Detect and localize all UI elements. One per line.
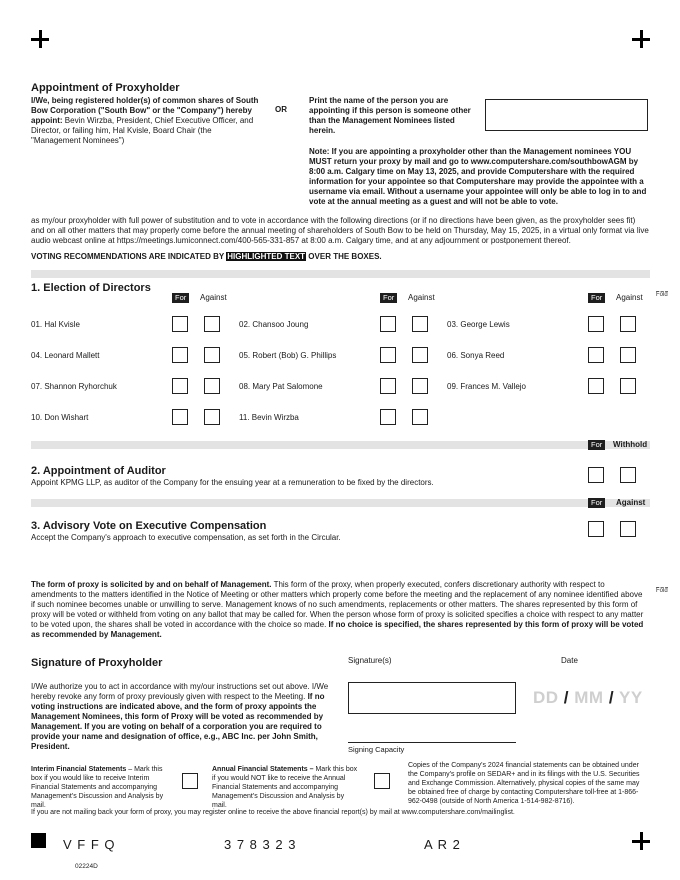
copies-text: Copies of the Company's 2024 financial statements can be obtained under the Company's profile on SEDAR+ and in its filings with the U.S. Securities and Exchange Commission. Alternatively, physical copies of the same may be obtained free of charge by contacting Computershare toll-free at 1-866-962-0498 (outside of North America 1-514-982-8716). (408, 762, 640, 805)
signature-text-bold: If no voting instructions are indicated above, and the form of proxy appoints the Management Nominees, this form of Proxy will be voted as recommended by Management. If you are voting on behalf of a corporation you are required to provide your name and designation of office, e.g., ABC Inc. per John Smith, President. (31, 692, 325, 751)
nominee-07-against-checkbox[interactable] (204, 378, 220, 394)
nominee-06-for-checkbox[interactable] (588, 347, 604, 363)
auditor-for-checkbox[interactable] (588, 467, 604, 483)
appointment-intro-normal: Bevin Wirzba, President, Chief Executive Officer, and Director, or failing him, Hal Kvisle, Board Chair (the "Management Nominees") (31, 116, 254, 145)
nominee-11-against-checkbox[interactable] (412, 409, 428, 425)
nominee-10-against-checkbox[interactable] (204, 409, 220, 425)
section-band (31, 499, 650, 507)
nominee-09-against-checkbox[interactable] (620, 378, 636, 394)
section-band (31, 270, 650, 278)
voting-rec-after: OVER THE BOXES. (308, 252, 382, 261)
annual-bold: Annual Financial Statements – (212, 766, 314, 773)
annual-statements-text (212, 765, 360, 810)
date-input[interactable] (533, 688, 643, 708)
nominee-03-for-checkbox[interactable] (588, 316, 604, 332)
nominee-07: 07. Shannon Ryhorchuk (31, 382, 117, 391)
interim-statements-text (31, 765, 169, 810)
director-col1-against: Against (200, 293, 227, 302)
nominee-06-against-checkbox[interactable] (620, 347, 636, 363)
auditor-desc: Appoint KPMG LLP, as auditor of the Company for the ensuing year at a remuneration to be fixed by the directors. (31, 478, 434, 487)
interim-bold: Interim Financial Statements (31, 766, 127, 773)
fold-mark: Fold (656, 292, 668, 298)
voting-recommendations (31, 252, 382, 261)
registration-mark-top-left (31, 30, 49, 48)
nominee-03: 03. George Lewis (447, 320, 510, 329)
signature-text-normal: I/We authorize you to act in accordance with my/our instructions set out above. I/We hereby revoke any form of proxy previously given with respect to the Meeting. (31, 682, 329, 701)
voting-rec-before: VOTING RECOMMENDATIONS ARE INDICATED BY (31, 252, 225, 261)
online-register-text: If you are not mailing back your form of proxy, you may register online to receive the above financial report(s) by mail at www.computershare.com/mailinglist. (31, 809, 515, 816)
nominee-01-against-checkbox[interactable] (204, 316, 220, 332)
director-col3-for: For (588, 293, 605, 303)
nominee-09: 09. Frances M. Vallejo (447, 382, 526, 391)
proxyholder-name-input[interactable] (485, 99, 648, 131)
nominee-08-for-checkbox[interactable] (380, 378, 396, 394)
print-instruction: Print the name of the person you are appointing if this person is someone other than the Management Nominees listed herein. (309, 96, 471, 135)
proxy-text: as my/our proxyholder with full power of substitution and to vote in accordance with the following directions (or if no directions have been given, as the proxyholder sees fit) and on all other matters that may properly come before the annual meeting of shareholders of South Bow to be held on Thursday, May 15, 2025, in a virtual only format via live audio webcast online at https://meetings.lumiconnect.com/400-565-331-857 at 8:00 a.m. Calgary time, and at any adjournment or postponement thereof. (31, 216, 649, 245)
nominee-06: 06. Sonya Reed (447, 351, 505, 360)
advisory-for-header: For (588, 498, 605, 508)
date-slash: / (563, 688, 570, 707)
advisory-against-header: Against (616, 498, 646, 507)
solicitation-text (31, 580, 648, 640)
nominee-11-for-checkbox[interactable] (380, 409, 396, 425)
registration-mark-top-right (632, 30, 650, 48)
advisory-title: 3. Advisory Vote on Executive Compensation (31, 520, 267, 532)
directors-title: 1. Election of Directors (31, 282, 151, 294)
auditor-title: 2. Appointment of Auditor (31, 465, 166, 477)
director-col2-against: Against (408, 293, 435, 302)
nominee-05-against-checkbox[interactable] (412, 347, 428, 363)
appointment-intro-bold: I/We, being registered holder(s) of common shares of South Bow Corporation ("South Bow" or the "Company") hereby appoint: (31, 96, 259, 125)
registration-mark-bottom-right (632, 832, 650, 850)
advisory-for-checkbox[interactable] (588, 521, 604, 537)
nominee-11: 11. Bevin Wirzba (239, 413, 299, 422)
nominee-05: 05. Robert (Bob) G. Phillips (239, 351, 337, 360)
director-col1-for: For (172, 293, 189, 303)
fold-mark: Fold (656, 588, 668, 594)
date-slash: / (608, 688, 615, 707)
signature-title: Signature of Proxyholder (31, 657, 163, 669)
solicitation-bold-start: The form of proxy is solicited by and on behalf of Management. (31, 580, 272, 589)
footer-code-1: V F F Q (63, 837, 116, 852)
auditor-withhold-checkbox[interactable] (620, 467, 636, 483)
appointment-intro (31, 96, 263, 146)
voting-rec-highlight: HIGHLIGHTED TEXT (227, 252, 306, 261)
nominee-04: 04. Leonard Mallett (31, 351, 100, 360)
nominee-07-for-checkbox[interactable] (172, 378, 188, 394)
auditor-for-header: For (588, 440, 605, 450)
nominee-10: 10. Don Wishart (31, 413, 89, 422)
annual-statements-checkbox[interactable] (374, 773, 390, 789)
date-yy: YY (618, 688, 643, 707)
signing-capacity-label: Signing Capacity (348, 745, 405, 754)
nominee-02-against-checkbox[interactable] (412, 316, 428, 332)
nominee-02: 02. Chansoo Joung (239, 320, 309, 329)
interim-normal: – Mark this box if you would like to receive Interim Financial Statements and accompanying Management's Discussion and Analysis by mail. (31, 766, 164, 809)
director-col3-against: Against (616, 293, 643, 302)
or-label: OR (275, 105, 287, 114)
nominee-01: 01. Hal Kvisle (31, 320, 80, 329)
director-col2-for: For (380, 293, 397, 303)
form-code: 02224D (75, 863, 98, 870)
registration-square (31, 833, 46, 848)
date-mm: MM (574, 688, 604, 707)
nominee-04-against-checkbox[interactable] (204, 347, 220, 363)
nominee-05-for-checkbox[interactable] (380, 347, 396, 363)
appointment-note: Note: If you are appointing a proxyholder other than the Management nominees YOU MUST return your proxy by mail and go to www.computershare.com/southbowAGM by 8:00 a.m. Calgary time on May 13, 2025, and provide Computershare with the required information for your appointee so that Computershare may provide the appointee with a username via email. Without a username your appointee will only be able to log in to and vote at the annual meeting as a guest and will not be able to vote. (309, 147, 647, 206)
footer-code-2: 3 7 8 3 2 3 (224, 837, 297, 852)
date-dd: DD (533, 688, 559, 707)
signature-text (31, 682, 333, 752)
nominee-10-for-checkbox[interactable] (172, 409, 188, 425)
annual-normal: Mark this box if you would NOT like to receive the Annual Financial Statements and accompanying Management's Discussion and Analysis by mail. (212, 766, 358, 809)
nominee-01-for-checkbox[interactable] (172, 316, 188, 332)
date-label: Date (561, 656, 578, 665)
signature-input[interactable] (348, 682, 516, 714)
nominee-04-for-checkbox[interactable] (172, 347, 188, 363)
advisory-against-checkbox[interactable] (620, 521, 636, 537)
nominee-08-against-checkbox[interactable] (412, 378, 428, 394)
nominee-03-against-checkbox[interactable] (620, 316, 636, 332)
solicitation-bold-end: If no choice is specified, the shares represented by this form of proxy will be voted as recommended by Management. (31, 620, 644, 639)
appointment-title: Appointment of Proxyholder (31, 82, 180, 94)
footer-code-3: A R 2 (424, 837, 461, 852)
signature-label: Signature(s) (348, 656, 392, 665)
section-band (31, 441, 650, 449)
nominee-02-for-checkbox[interactable] (380, 316, 396, 332)
nominee-08: 08. Mary Pat Salomone (239, 382, 323, 391)
signing-capacity-line[interactable] (348, 742, 516, 743)
interim-statements-checkbox[interactable] (182, 773, 198, 789)
solicitation-body: This form of the proxy, when properly executed, confers discretionary authority with respect to amendments to the matters identified in the Notice of Meeting or other matters which properly come before the meeting and the replacement of any nominee identified above if such nominee becomes unable or unwilling to serve. Management knows of no such amendments, replacements or other matters. The shares represented by this form of proxy will be voted or withheld from voting on any ballot that may be called for. When the person whose form of proxy is solicited specifies a choice with respect to any matter to be voted upon, the shares shall be voted in accordance with the choice so made. (31, 580, 644, 629)
auditor-withhold-header: Withhold (613, 440, 648, 449)
nominee-09-for-checkbox[interactable] (588, 378, 604, 394)
advisory-desc: Accept the Company's approach to executive compensation, as set forth in the Circular. (31, 533, 341, 542)
